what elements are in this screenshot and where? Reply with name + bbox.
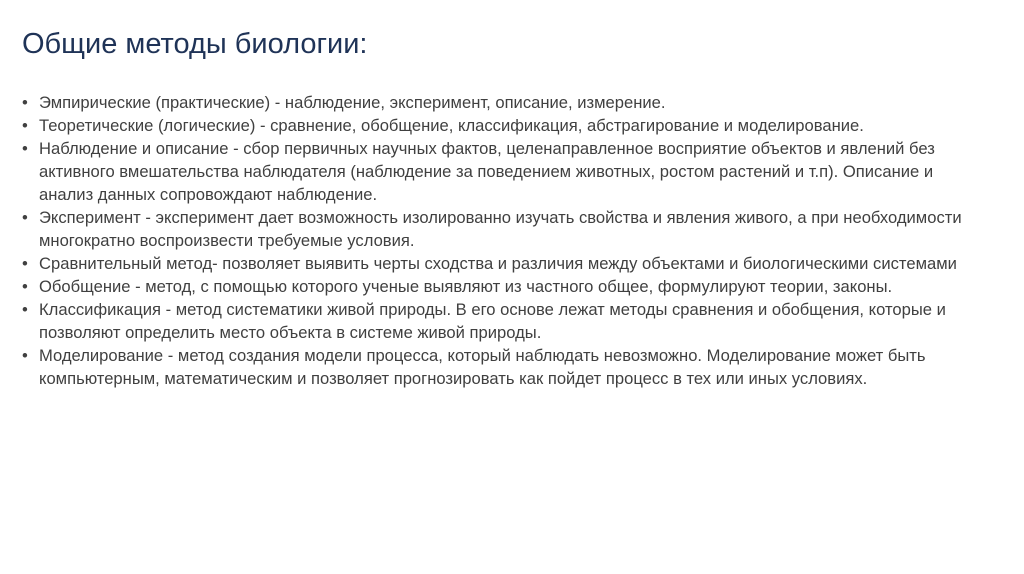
- bullet-item-generalization: • Обобщение - метод, с помощью которого ученые выявляют из частного общее, формулируют теории, законы.: [22, 275, 990, 298]
- bullet-list: [22, 91, 990, 390]
- bullet-item-observation: • Наблюдение и описание - сбор первичных научных фактов, целенаправленное восприятие объектов и явлений без активного вмешательства наблюдателя (наблюдение за поведением животных, ростом растений и т.п). Описание и анализ данных сопровождают наблюдение.: [22, 137, 990, 206]
- bullet-item-experiment: • Эксперимент - эксперимент дает возможность изолированно изучать свойства и явления живого, а при необходимости многократно воспроизвести требуемые условия.: [22, 206, 990, 252]
- bullet-item-comparative: • Сравнительный метод- позволяет выявить черты сходства и различия между объектами и биологическими системами: [22, 252, 990, 275]
- bullet-item-theoretical: • Теоретические (логические) - сравнение, обобщение, классификация, абстрагирование и моделирование.: [22, 114, 990, 137]
- bullet-item-empirical: • Эмпирические (практические) - наблюдение, эксперимент, описание, измерение.: [22, 91, 990, 114]
- bullet-item-modeling: • Моделирование - метод создания модели процесса, который наблюдать невозможно. Моделирование может быть компьютерным, математическим и позволяет прогнозировать как пойдет процесс в тех или иных условиях.: [22, 344, 990, 390]
- slide-title: Общие методы биологии:: [22, 28, 368, 60]
- bullet-item-classification: • Классификация - метод систематики живой природы. В его основе лежат методы сравнения и обобщения, которые и позволяют определить место объекта в системе живой природы.: [22, 298, 990, 344]
